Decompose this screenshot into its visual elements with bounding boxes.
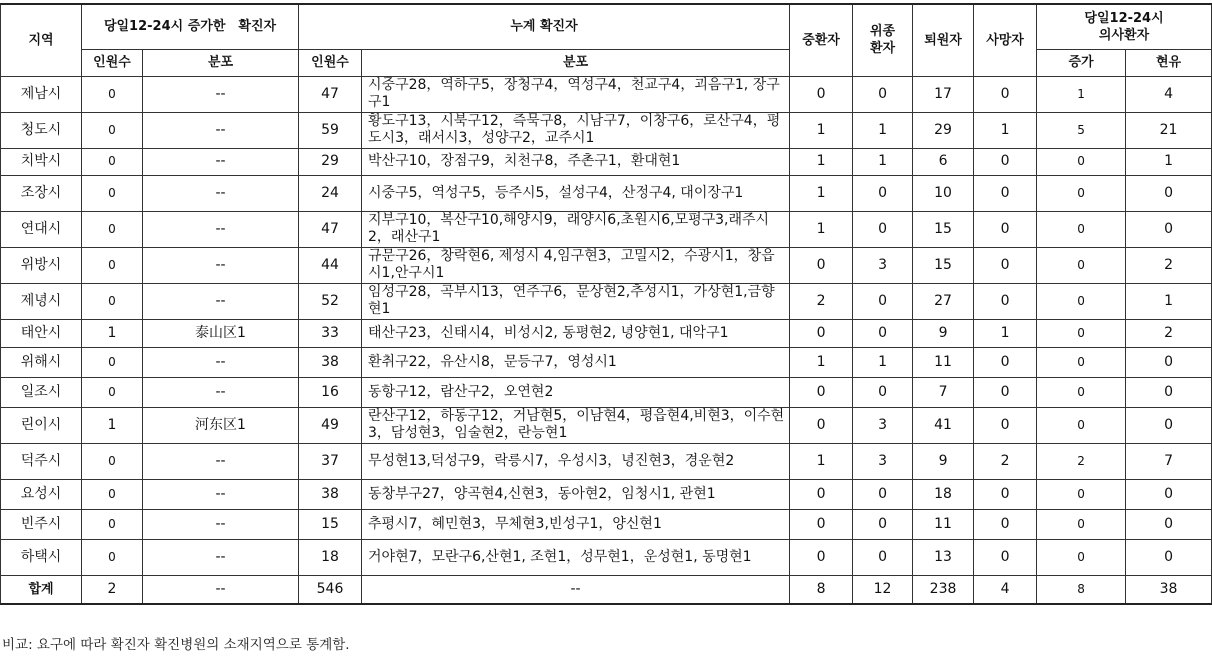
severe-cell: 1 [790,148,853,175]
severe-cell: 0 [790,407,853,443]
header-daily-dist: 분포 [143,49,299,76]
table-row [1,175,1212,211]
daily-count-cell: 0 [82,148,143,175]
total-daily-dist: -- [143,575,299,604]
severe-cell: 1 [790,443,853,479]
sus-current-cell: 0 [1126,377,1212,407]
discharged-cell: 7 [913,377,974,407]
sus-current-cell: 0 [1126,479,1212,509]
cum-count-cell: 44 [299,247,362,283]
severe-cell: 0 [790,319,853,347]
region-cell: 태안시 [1,319,82,347]
header-suspected-line1: 당일12-24시 [1084,10,1164,26]
critical-cell: 0 [853,175,913,211]
sus-increase-cell: 0 [1037,247,1126,283]
discharged-cell: 29 [913,112,974,148]
cum-count-cell: 49 [299,407,362,443]
sus-increase-cell: 0 [1037,509,1126,539]
table-row [1,509,1212,539]
daily-dist-cell: -- [143,539,299,575]
total-label: 합계 [1,575,82,604]
cum-count-cell: 15 [299,509,362,539]
header-daily-group: 당일12-24시 증가한 확진자 [82,4,299,49]
header-sus-increase: 증가 [1037,49,1126,76]
daily-dist-cell: -- [143,112,299,148]
daily-count-cell: 0 [82,76,143,112]
critical-cell: 0 [853,479,913,509]
cum-dist-cell: 임성구28，곡부시13，연주구6，문상현2,추성시1，가상현1,금향현1 [362,283,790,319]
header-critical-line2: 환자 [869,41,896,57]
discharged-cell: 9 [913,443,974,479]
daily-dist-cell: -- [143,148,299,175]
deaths-cell: 0 [974,76,1037,112]
total-critical: 12 [853,575,913,604]
cum-dist-cell: 지부구10，복산구10,해양시9，래양시6,초원시6,모평구3,래주시2，래산구1 [362,211,790,247]
cum-dist-cell: 태산구23，신태시4，비성시2, 동평현2, 녕양현1, 대악구1 [362,319,790,347]
sus-current-cell: 4 [1126,76,1212,112]
header-suspected-line2: 의사환자 [1098,27,1150,43]
critical-cell: 3 [853,407,913,443]
critical-cell: 1 [853,148,913,175]
region-cell: 치박시 [1,148,82,175]
daily-count-cell: 0 [82,377,143,407]
cum-dist-cell: 황도구13，시북구12，즉묵구8，시남구7，이창구6，로산구4，평도시3，래서시3，성양구2，교주시1 [362,112,790,148]
discharged-cell: 10 [913,175,974,211]
region-cell: 제녕시 [1,283,82,319]
severe-cell: 0 [790,76,853,112]
cum-count-cell: 38 [299,479,362,509]
region-cell: 청도시 [1,112,82,148]
daily-count-cell: 0 [82,112,143,148]
discharged-cell: 6 [913,148,974,175]
daily-count-cell: 1 [82,407,143,443]
total-sus-current: 38 [1126,575,1212,604]
cum-count-cell: 38 [299,347,362,377]
deaths-cell: 0 [974,347,1037,377]
table-row [1,407,1212,443]
region-cell: 빈주시 [1,509,82,539]
region-cell: 하택시 [1,539,82,575]
sus-increase-cell: 0 [1037,377,1126,407]
total-daily-count: 2 [82,575,143,604]
critical-cell: 0 [853,509,913,539]
daily-dist-cell: -- [143,76,299,112]
critical-cell: 3 [853,443,913,479]
sus-increase-cell: 0 [1037,148,1126,175]
footnote: 비교: 요구에 따라 확진자 확진병원의 소재지역으로 통계함. [2,637,350,653]
severe-cell: 0 [790,509,853,539]
deaths-cell: 0 [974,377,1037,407]
critical-cell: 3 [853,247,913,283]
cum-dist-cell: 동창부구27，양곡현4,신현3，동아현2，임청시1, 관현1 [362,479,790,509]
region-cell: 제남시 [1,76,82,112]
deaths-cell: 0 [974,539,1037,575]
cum-count-cell: 47 [299,76,362,112]
severe-cell: 1 [790,175,853,211]
header-discharged: 퇴원자 [913,4,974,76]
deaths-cell: 2 [974,443,1037,479]
deaths-cell: 0 [974,211,1037,247]
daily-dist-cell: -- [143,443,299,479]
daily-count-cell: 1 [82,319,143,347]
cum-count-cell: 52 [299,283,362,319]
cum-count-cell: 33 [299,319,362,347]
cum-dist-cell: 규문구26，창락현6, 제성시 4,임구현3，고밀시2，수광시1，창읍시1,안구시1 [362,247,790,283]
severe-cell: 1 [790,211,853,247]
cum-dist-cell: 박산구10，장점구9，치천구8，주촌구1，환대현1 [362,148,790,175]
region-cell: 린이시 [1,407,82,443]
sus-increase-cell: 0 [1037,347,1126,377]
daily-count-cell: 0 [82,347,143,377]
table-row [1,443,1212,479]
critical-cell: 0 [853,211,913,247]
sus-current-cell: 21 [1126,112,1212,148]
severe-cell: 0 [790,539,853,575]
table-row [1,319,1212,347]
table-row [1,148,1212,175]
critical-cell: 1 [853,112,913,148]
discharged-cell: 18 [913,479,974,509]
table-row [1,347,1212,377]
daily-dist-cell: -- [143,347,299,377]
severe-cell: 0 [790,377,853,407]
table-row [1,479,1212,509]
total-cum-dist: -- [362,575,790,604]
severe-cell: 0 [790,479,853,509]
critical-cell: 0 [853,539,913,575]
cum-dist-cell: 거야현7，모란구6,산현1, 조현1，성무현1，운성현1, 동명현1 [362,539,790,575]
cum-count-cell: 29 [299,148,362,175]
critical-cell: 0 [853,283,913,319]
severe-cell: 2 [790,283,853,319]
header-daily-count: 인원수 [82,49,143,76]
cum-count-cell: 59 [299,112,362,148]
table-row [1,76,1212,112]
severe-cell: 1 [790,347,853,377]
cum-dist-cell: 시중구28，역하구5，장청구4，역성구4，천교구4，괴음구1, 장구구1 [362,76,790,112]
header-cumulative-group: 누계 확진자 [299,4,790,49]
total-cum-count: 546 [299,575,362,604]
deaths-cell: 0 [974,407,1037,443]
critical-cell: 0 [853,76,913,112]
daily-dist-cell: -- [143,283,299,319]
cum-dist-cell: 시중구5，역성구5，등주시5，설성구4，산정구4, 대이장구1 [362,175,790,211]
header-cum-count: 인원수 [299,49,362,76]
sus-current-cell: 1 [1126,148,1212,175]
total-deaths: 4 [974,575,1037,604]
table-row [1,112,1212,148]
covid-stats-table [0,3,1212,605]
daily-count-cell: 0 [82,479,143,509]
header-region: 지역 [1,4,82,76]
cum-dist-cell: 란산구12，하동구12，거남현5，이남현4，평읍현4,비현3，이수현3，담성현3，임술현2，란능현1 [362,407,790,443]
sus-current-cell: 0 [1126,175,1212,211]
deaths-cell: 0 [974,247,1037,283]
table-row [1,539,1212,575]
region-cell: 덕주시 [1,443,82,479]
region-cell: 연대시 [1,211,82,247]
cum-count-cell: 18 [299,539,362,575]
cum-count-cell: 16 [299,377,362,407]
daily-count-cell: 0 [82,443,143,479]
daily-dist-cell: -- [143,479,299,509]
daily-count-cell: 0 [82,283,143,319]
cum-dist-cell: 무성현13,덕성구9，락릉시7，우성시3，녕진현3，경운현2 [362,443,790,479]
discharged-cell: 15 [913,247,974,283]
region-cell: 요성시 [1,479,82,509]
daily-count-cell: 0 [82,247,143,283]
header-critical-line1: 위종 [869,24,896,40]
deaths-cell: 1 [974,112,1037,148]
total-discharged: 238 [913,575,974,604]
cum-count-cell: 37 [299,443,362,479]
daily-dist-cell: -- [143,247,299,283]
daily-count-cell: 0 [82,175,143,211]
discharged-cell: 17 [913,76,974,112]
discharged-cell: 11 [913,347,974,377]
daily-dist-cell: 河东区1 [143,407,299,443]
sus-current-cell: 2 [1126,319,1212,347]
daily-count-cell: 0 [82,509,143,539]
discharged-cell: 11 [913,509,974,539]
cum-dist-cell: 추평시7，혜민현3，무체현3,빈성구1，양신현1 [362,509,790,539]
sus-current-cell: 0 [1126,211,1212,247]
total-severe: 8 [790,575,853,604]
cum-count-cell: 47 [299,211,362,247]
deaths-cell: 0 [974,509,1037,539]
discharged-cell: 27 [913,283,974,319]
sus-current-cell: 2 [1126,247,1212,283]
table-row [1,377,1212,407]
sus-increase-cell: 5 [1037,112,1126,148]
sus-increase-cell: 0 [1037,539,1126,575]
sus-increase-cell: 1 [1037,76,1126,112]
deaths-cell: 0 [974,175,1037,211]
discharged-cell: 9 [913,319,974,347]
cum-dist-cell: 환취구22，유산시8，문등구7，영성시1 [362,347,790,377]
sus-current-cell: 0 [1126,509,1212,539]
cum-dist-cell: 동항구12，람산구2，오연현2 [362,377,790,407]
daily-count-cell: 0 [82,539,143,575]
region-cell: 위방시 [1,247,82,283]
sus-current-cell: 1 [1126,283,1212,319]
daily-dist-cell: -- [143,211,299,247]
sus-current-cell: 7 [1126,443,1212,479]
sus-increase-cell: 2 [1037,443,1126,479]
sus-increase-cell: 0 [1037,175,1126,211]
region-cell: 일조시 [1,377,82,407]
deaths-cell: 0 [974,148,1037,175]
deaths-cell: 0 [974,283,1037,319]
discharged-cell: 41 [913,407,974,443]
critical-cell: 0 [853,377,913,407]
sus-current-cell: 0 [1126,539,1212,575]
sus-increase-cell: 0 [1037,407,1126,443]
severe-cell: 1 [790,112,853,148]
table-row [1,211,1212,247]
sus-current-cell: 0 [1126,407,1212,443]
deaths-cell: 0 [974,479,1037,509]
sus-increase-cell: 0 [1037,283,1126,319]
daily-dist-cell: 泰山区1 [143,319,299,347]
cum-count-cell: 24 [299,175,362,211]
severe-cell: 0 [790,247,853,283]
header-severe: 중환자 [790,4,853,76]
critical-cell: 0 [853,319,913,347]
total-sus-increase: 8 [1037,575,1126,604]
header-critical [853,4,913,76]
header-deaths: 사망자 [974,4,1037,76]
header-sus-current: 현유 [1126,49,1212,76]
daily-dist-cell: -- [143,377,299,407]
sus-increase-cell: 0 [1037,479,1126,509]
table-row [1,247,1212,283]
discharged-cell: 13 [913,539,974,575]
critical-cell: 1 [853,347,913,377]
sus-increase-cell: 0 [1037,211,1126,247]
discharged-cell: 15 [913,211,974,247]
region-cell: 조장시 [1,175,82,211]
daily-dist-cell: -- [143,509,299,539]
region-cell: 위해시 [1,347,82,377]
table-row [1,283,1212,319]
deaths-cell: 1 [974,319,1037,347]
header-cum-dist: 분포 [362,49,790,76]
header-suspected-group [1037,4,1212,49]
daily-dist-cell: -- [143,175,299,211]
daily-count-cell: 0 [82,211,143,247]
sus-increase-cell: 0 [1037,319,1126,347]
total-row [1,575,1212,604]
sus-current-cell: 0 [1126,347,1212,377]
